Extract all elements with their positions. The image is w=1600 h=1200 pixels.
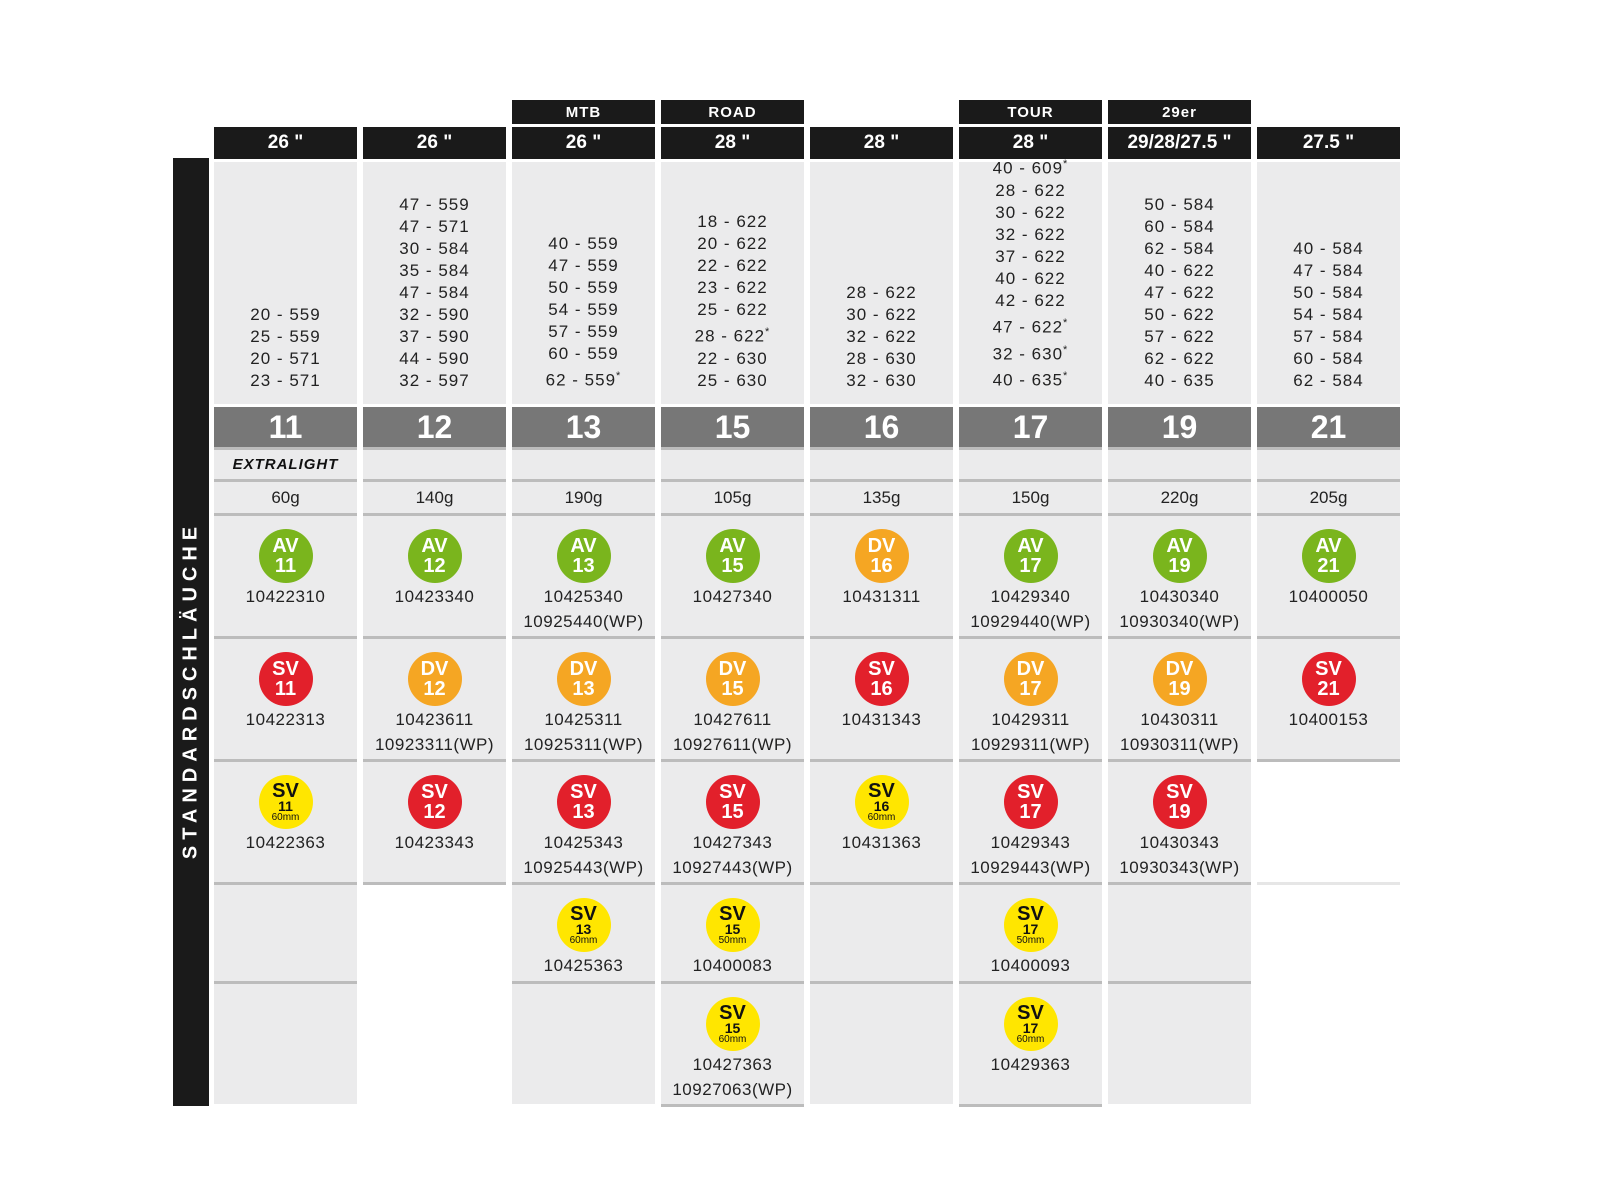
tyre-size: 57 - 622 (1144, 327, 1215, 346)
tyre-size: 50 - 559 (548, 278, 619, 298)
av-valve-icon: AV 17 (1004, 529, 1058, 583)
tyre-size: 47 - 584 (399, 283, 470, 302)
sv-valve-icon: SV 16 (855, 652, 909, 706)
valve-cell (1108, 639, 1251, 759)
valve-cell (661, 762, 804, 882)
sv-valve-icon: SV 17 50mm (1004, 898, 1058, 952)
article-number: 10423611 (395, 710, 474, 729)
tyre-size: 22 - 622 (697, 256, 768, 276)
empty-cell (1257, 984, 1400, 1104)
tube-number: 15 (661, 407, 804, 447)
extralight-label (1108, 450, 1251, 479)
tyre-size: 50 - 584 (1144, 195, 1215, 214)
tyre-size: 20 - 571 (250, 349, 321, 368)
tyre-size: 57 - 559 (548, 322, 619, 342)
tyre-size: 40 - 559 (548, 234, 619, 254)
wheel-size-header: 27.5 " (1257, 127, 1400, 159)
article-number: 10430340 (1139, 587, 1220, 606)
tyre-size-list (214, 162, 357, 404)
sv-valve-icon: SV 11 60mm (259, 775, 313, 829)
tyre-size: 22 - 630 (697, 349, 768, 368)
article-number: 10927443(WP) (672, 858, 793, 877)
tyre-size: 54 - 559 (548, 300, 619, 320)
tube-weight: 135g (810, 482, 953, 513)
tube-number: 17 (959, 407, 1102, 447)
valve-cell (810, 516, 953, 636)
sv-valve-icon: SV 15 60mm (706, 997, 760, 1051)
wheel-size-header: 28 " (810, 127, 953, 159)
side-label: STANDARDSCHLÄUCHE (179, 520, 202, 860)
tyre-size: 32 - 590 (399, 305, 470, 324)
tyre-size: 60 - 584 (1293, 349, 1364, 368)
article-number: 10429311 (991, 710, 1070, 729)
valve-cell (810, 762, 953, 882)
av-valve-icon: AV 21 (1302, 529, 1356, 583)
tube-column (661, 127, 804, 1107)
tube-number: 11 (214, 407, 357, 447)
tyre-size: 20 - 559 (250, 305, 321, 324)
valve-cell (661, 639, 804, 759)
article-number: 10930340(WP) (1119, 612, 1240, 631)
valve-cell (1257, 639, 1400, 759)
tyre-size: 40 - 622 (1144, 261, 1215, 280)
av-valve-icon: AV 19 (1153, 529, 1207, 583)
article-number: 10927063(WP) (672, 1080, 793, 1099)
tyre-size: 25 - 630 (697, 371, 768, 390)
valve-cell (1108, 516, 1251, 636)
article-number: 10422310 (245, 587, 326, 606)
tube-number: 16 (810, 407, 953, 447)
tube-column (1257, 127, 1400, 1104)
tyre-size: 47 - 584 (1293, 261, 1364, 280)
empty-cell (214, 885, 357, 981)
tyre-size-list (1108, 162, 1251, 404)
tyre-size: 42 - 622 (995, 291, 1066, 311)
article-number: 10930311(WP) (1119, 735, 1240, 754)
empty-cell (363, 885, 506, 981)
valve-cell (363, 762, 506, 882)
tube-column (810, 127, 953, 1104)
article-number: 10429363 (990, 1055, 1071, 1074)
wheel-size-header: 26 " (214, 127, 357, 159)
valve-cell (661, 984, 804, 1104)
tyre-size: 47 - 559 (399, 195, 470, 214)
tyre-size: 40 - 622 (995, 269, 1066, 289)
extralight-label (363, 450, 506, 479)
valve-cell (810, 639, 953, 759)
sv-valve-icon: SV 13 60mm (557, 898, 611, 952)
tyre-size: 25 - 559 (250, 327, 321, 346)
tube-weight: 105g (661, 482, 804, 513)
tyre-size: 23 - 622 (697, 278, 768, 298)
empty-cell (810, 885, 953, 981)
extralight-label (1257, 450, 1400, 479)
article-number: 10422313 (245, 710, 326, 729)
article-number: 10400083 (692, 956, 773, 975)
tyre-size: 30 - 584 (399, 239, 470, 258)
dv-valve-icon: DV 17 (1004, 652, 1058, 706)
tyre-size: 32 - 630 (846, 371, 917, 390)
wheel-size-header: 28 " (959, 127, 1102, 159)
tyre-size-list (810, 162, 953, 404)
article-number: 10430343 (1139, 833, 1220, 852)
tyre-size: 28 - 630 (846, 349, 917, 368)
tyre-size: 47 - 559 (548, 256, 619, 276)
extralight-label: EXTRALIGHT (214, 450, 357, 479)
sv-valve-icon: SV 16 60mm (855, 775, 909, 829)
tyre-size: 30 - 622 (846, 305, 917, 324)
tyre-size: 60 - 584 (1144, 217, 1215, 236)
tyre-size: 20 - 622 (697, 234, 768, 254)
av-valve-icon: AV 11 (259, 529, 313, 583)
tyre-size: 28 - 622* (694, 326, 771, 346)
article-number: 10423343 (394, 833, 475, 852)
sv-valve-icon: SV 19 (1153, 775, 1207, 829)
valve-cell (959, 885, 1102, 981)
article-number: 10423340 (394, 587, 475, 606)
tyre-size: 23 - 571 (250, 371, 321, 390)
wheel-size-header: 29/28/27.5 " (1108, 127, 1251, 159)
wheel-size-header: 26 " (363, 127, 506, 159)
empty-cell (1257, 885, 1400, 981)
tyre-size: 25 - 622 (697, 300, 768, 320)
tyre-size: 40 - 635 (1144, 371, 1215, 390)
article-number: 10425343 (543, 833, 624, 852)
empty-cell (363, 984, 506, 1104)
tyre-size: 30 - 622 (995, 203, 1066, 223)
tyre-size-list (1257, 162, 1400, 404)
tyre-size: 62 - 584 (1293, 371, 1364, 390)
article-number: 10425340 (543, 587, 624, 606)
wheel-size-header: 26 " (512, 127, 655, 159)
av-valve-icon: AV 15 (706, 529, 760, 583)
sv-valve-icon: SV 11 (259, 652, 313, 706)
article-number: 10925311(WP) (523, 735, 644, 754)
tube-weight: 60g (214, 482, 357, 513)
empty-cell (1108, 885, 1251, 981)
tube-column (512, 127, 655, 1104)
tyre-size: 37 - 622 (995, 247, 1066, 267)
tyre-size: 32 - 597 (399, 371, 470, 390)
valve-cell (959, 516, 1102, 636)
article-number: 10431311 (842, 587, 921, 606)
tyre-size: 40 - 609* (992, 158, 1069, 179)
tube-number: 19 (1108, 407, 1251, 447)
article-number: 10929311(WP) (970, 735, 1091, 754)
tube-weight: 220g (1108, 482, 1251, 513)
tyre-size: 50 - 622 (1144, 305, 1215, 324)
valve-cell (959, 762, 1102, 882)
tyre-size: 32 - 622 (995, 225, 1066, 245)
tyre-size: 50 - 584 (1293, 283, 1364, 302)
valve-cell (512, 762, 655, 882)
tyre-size: 47 - 622* (992, 317, 1069, 337)
empty-cell (1257, 762, 1400, 882)
article-number: 10930343(WP) (1119, 858, 1240, 877)
sv-valve-icon: SV 21 (1302, 652, 1356, 706)
tube-weight: 205g (1257, 482, 1400, 513)
tube-number: 12 (363, 407, 506, 447)
sv-valve-icon: SV 12 (408, 775, 462, 829)
valve-cell (214, 762, 357, 882)
tube-number: 21 (1257, 407, 1400, 447)
wheel-size-header: 28 " (661, 127, 804, 159)
tyre-size: 18 - 622 (697, 212, 768, 232)
empty-cell (810, 984, 953, 1104)
tyre-size: 28 - 622 (995, 181, 1066, 201)
divider (959, 1104, 1102, 1107)
dv-valve-icon: DV 13 (557, 652, 611, 706)
av-valve-icon: AV 12 (408, 529, 462, 583)
article-number: 10431363 (841, 833, 922, 852)
empty-cell (214, 984, 357, 1104)
tube-weight: 150g (959, 482, 1102, 513)
article-number: 10425311 (544, 710, 623, 729)
divider (661, 1104, 804, 1107)
dv-valve-icon: DV 16 (855, 529, 909, 583)
tyre-size: 32 - 622 (846, 327, 917, 346)
empty-cell (1108, 984, 1251, 1104)
empty-cell (512, 984, 655, 1104)
tyre-size: 37 - 590 (399, 327, 470, 346)
tube-weight: 140g (363, 482, 506, 513)
tyre-size: 47 - 622 (1144, 283, 1215, 302)
tyre-size: 62 - 559* (545, 370, 622, 390)
tyre-size: 62 - 622 (1144, 349, 1215, 368)
tube-weight: 190g (512, 482, 655, 513)
extralight-label (661, 450, 804, 479)
article-number: 10400050 (1288, 587, 1369, 606)
article-number: 10927611(WP) (672, 735, 793, 754)
valve-cell (512, 516, 655, 636)
tyre-size-list (363, 162, 506, 404)
article-number: 10429343 (990, 833, 1071, 852)
av-valve-icon: AV 13 (557, 529, 611, 583)
article-number: 10923311(WP) (374, 735, 495, 754)
tyre-size: 54 - 584 (1293, 305, 1364, 324)
valve-cell (214, 516, 357, 636)
article-number: 10427611 (693, 710, 772, 729)
article-number: 10427363 (692, 1055, 773, 1074)
valve-cell (363, 516, 506, 636)
valve-cell (512, 639, 655, 759)
valve-cell (661, 516, 804, 636)
article-number: 10429340 (990, 587, 1071, 606)
extralight-label (959, 450, 1102, 479)
tyre-size: 60 - 559 (548, 344, 619, 364)
tyre-size-list (661, 162, 804, 404)
tyre-size-list (512, 162, 655, 404)
tyre-size: 62 - 584 (1144, 239, 1215, 258)
sv-valve-icon: SV 17 (1004, 775, 1058, 829)
tyre-size: 40 - 635* (992, 370, 1069, 390)
valve-cell (363, 639, 506, 759)
dv-valve-icon: DV 15 (706, 652, 760, 706)
article-number: 10925443(WP) (523, 858, 644, 877)
tyre-size: 40 - 584 (1293, 239, 1364, 258)
article-number: 10427343 (692, 833, 773, 852)
sv-valve-icon: SV 15 50mm (706, 898, 760, 952)
valve-cell (512, 885, 655, 981)
article-number: 10431343 (841, 710, 922, 729)
valve-cell (959, 639, 1102, 759)
extralight-label (512, 450, 655, 479)
tube-column (959, 127, 1102, 1107)
tyre-size: 44 - 590 (399, 349, 470, 368)
article-number: 10430311 (1140, 710, 1219, 729)
dv-valve-icon: DV 19 (1153, 652, 1207, 706)
article-number: 10925440(WP) (523, 612, 644, 631)
article-number: 10400153 (1288, 710, 1369, 729)
sv-valve-icon: SV 17 60mm (1004, 997, 1058, 1051)
valve-cell (1257, 516, 1400, 636)
article-number: 10929440(WP) (970, 612, 1091, 631)
tyre-size: 32 - 630* (992, 343, 1069, 364)
valve-cell (959, 984, 1102, 1104)
tyre-size: 35 - 584 (399, 261, 470, 280)
sv-valve-icon: SV 15 (706, 775, 760, 829)
valve-cell (214, 639, 357, 759)
article-number: 10425363 (543, 956, 624, 975)
article-number: 10929443(WP) (970, 858, 1091, 877)
extralight-label (810, 450, 953, 479)
sv-valve-icon: SV 13 (557, 775, 611, 829)
category-label: ROAD (661, 100, 804, 124)
tube-column (363, 127, 506, 1104)
dv-valve-icon: DV 12 (408, 652, 462, 706)
tyre-size: 57 - 584 (1293, 327, 1364, 346)
article-number: 10427340 (692, 587, 773, 606)
tube-number: 13 (512, 407, 655, 447)
category-label: MTB (512, 100, 655, 124)
tube-column (214, 127, 357, 1104)
tyre-size: 47 - 571 (399, 217, 470, 236)
category-label: TOUR (959, 100, 1102, 124)
valve-cell (661, 885, 804, 981)
article-number: 10400093 (990, 956, 1071, 975)
tube-column (1108, 127, 1251, 1104)
article-number: 10422363 (245, 833, 326, 852)
valve-cell (1108, 762, 1251, 882)
category-label: 29er (1108, 100, 1251, 124)
tyre-size: 28 - 622 (846, 283, 917, 302)
tyre-size-list (959, 158, 1102, 404)
